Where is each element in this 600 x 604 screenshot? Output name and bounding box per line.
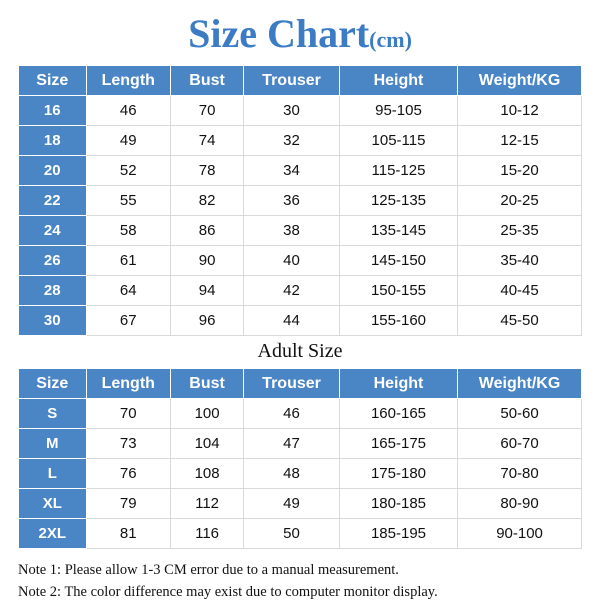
cell-size: 20: [19, 156, 87, 186]
page-title-unit: (cm): [369, 27, 412, 52]
cell-trouser: 36: [244, 186, 340, 216]
cell-bust: 96: [170, 306, 243, 336]
cell-trouser: 32: [244, 126, 340, 156]
table-row: [19, 156, 582, 186]
column-header-length: Length: [86, 369, 170, 399]
cell-size: 16: [19, 96, 87, 126]
cell-trouser: 44: [244, 306, 340, 336]
cell-trouser: 46: [244, 399, 340, 429]
cell-size: 26: [19, 246, 87, 276]
cell-length: 55: [86, 186, 170, 216]
cell-trouser: 30: [244, 96, 340, 126]
table-row: [19, 489, 582, 519]
column-header-size: Size: [19, 369, 87, 399]
note-line-1: Note 1: Please allow 1-3 CM error due to a manual measurement.: [18, 562, 399, 578]
cell-size: 24: [19, 216, 87, 246]
cell-bust: 112: [170, 489, 243, 519]
table-row: [19, 216, 582, 246]
cell-weight: 35-40: [458, 246, 582, 276]
table-row: [19, 429, 582, 459]
cell-bust: 108: [170, 459, 243, 489]
cell-bust: 86: [170, 216, 243, 246]
cell-length: 61: [86, 246, 170, 276]
cell-height: 135-145: [339, 216, 457, 246]
cell-trouser: 40: [244, 246, 340, 276]
cell-length: 81: [86, 519, 170, 549]
cell-length: 46: [86, 96, 170, 126]
cell-bust: 74: [170, 126, 243, 156]
cell-trouser: 38: [244, 216, 340, 246]
cell-weight: 80-90: [458, 489, 582, 519]
notes-section: [18, 549, 582, 604]
column-header-weight: Weight/KG: [458, 369, 582, 399]
cell-trouser: 50: [244, 519, 340, 549]
table-row: [19, 306, 582, 336]
cell-size: 2XL: [19, 519, 87, 549]
column-header-trouser: Trouser: [244, 369, 340, 399]
cell-height: 160-165: [339, 399, 457, 429]
cell-height: 175-180: [339, 459, 457, 489]
cell-weight: 90-100: [458, 519, 582, 549]
cell-size: 30: [19, 306, 87, 336]
table-row: [19, 519, 582, 549]
cell-weight: 10-12: [458, 96, 582, 126]
cell-bust: 104: [170, 429, 243, 459]
cell-trouser: 48: [244, 459, 340, 489]
cell-height: 155-160: [339, 306, 457, 336]
cell-weight: 50-60: [458, 399, 582, 429]
cell-length: 58: [86, 216, 170, 246]
cell-length: 49: [86, 126, 170, 156]
table-row: [19, 459, 582, 489]
table-row: [19, 399, 582, 429]
cell-bust: 116: [170, 519, 243, 549]
cell-size: 22: [19, 186, 87, 216]
cell-bust: 94: [170, 276, 243, 306]
cell-length: 52: [86, 156, 170, 186]
cell-height: 185-195: [339, 519, 457, 549]
adult-size-table: [18, 368, 582, 549]
table-row: [19, 96, 582, 126]
cell-height: 145-150: [339, 246, 457, 276]
cell-bust: 82: [170, 186, 243, 216]
cell-height: 95-105: [339, 96, 457, 126]
cell-size: 28: [19, 276, 87, 306]
table-row: [19, 186, 582, 216]
cell-size: M: [19, 429, 87, 459]
cell-weight: 40-45: [458, 276, 582, 306]
cell-trouser: 42: [244, 276, 340, 306]
cell-weight: 12-15: [458, 126, 582, 156]
cell-weight: 45-50: [458, 306, 582, 336]
page-title: [18, 0, 582, 65]
cell-height: 115-125: [339, 156, 457, 186]
cell-weight: 25-35: [458, 216, 582, 246]
cell-bust: 90: [170, 246, 243, 276]
cell-weight: 60-70: [458, 429, 582, 459]
table-row: [19, 246, 582, 276]
cell-length: 64: [86, 276, 170, 306]
column-header-weight: Weight/KG: [458, 66, 582, 96]
cell-trouser: 34: [244, 156, 340, 186]
adult-size-label: Adult Size: [257, 340, 343, 362]
cell-weight: 70-80: [458, 459, 582, 489]
cell-height: 150-155: [339, 276, 457, 306]
cell-bust: 100: [170, 399, 243, 429]
column-header-length: Length: [86, 66, 170, 96]
cell-length: 79: [86, 489, 170, 519]
cell-height: 165-175: [339, 429, 457, 459]
cell-size: XL: [19, 489, 87, 519]
note-line-2: Note 2: The color difference may exist due to computer monitor display.: [18, 584, 438, 601]
column-header-height: Height: [339, 369, 457, 399]
cell-size: L: [19, 459, 87, 489]
cell-length: 73: [86, 429, 170, 459]
column-header-bust: Bust: [170, 66, 243, 96]
cell-height: 125-135: [339, 186, 457, 216]
cell-height: 180-185: [339, 489, 457, 519]
cell-trouser: 49: [244, 489, 340, 519]
page-title-main: Size Chart: [188, 11, 370, 56]
cell-bust: 70: [170, 96, 243, 126]
table-header-row: [19, 369, 582, 399]
table-header-row: [19, 66, 582, 96]
column-header-trouser: Trouser: [244, 66, 340, 96]
column-header-bust: Bust: [170, 369, 243, 399]
cell-height: 105-115: [339, 126, 457, 156]
column-header-size: Size: [19, 66, 87, 96]
column-header-height: Height: [339, 66, 457, 96]
cell-bust: 78: [170, 156, 243, 186]
cell-length: 70: [86, 399, 170, 429]
kids-size-table: [18, 65, 582, 336]
cell-weight: 20-25: [458, 186, 582, 216]
table-row: [19, 276, 582, 306]
cell-weight: 15-20: [458, 156, 582, 186]
table-row: [19, 126, 582, 156]
cell-size: S: [19, 399, 87, 429]
cell-size: 18: [19, 126, 87, 156]
cell-length: 76: [86, 459, 170, 489]
cell-length: 67: [86, 306, 170, 336]
cell-trouser: 47: [244, 429, 340, 459]
